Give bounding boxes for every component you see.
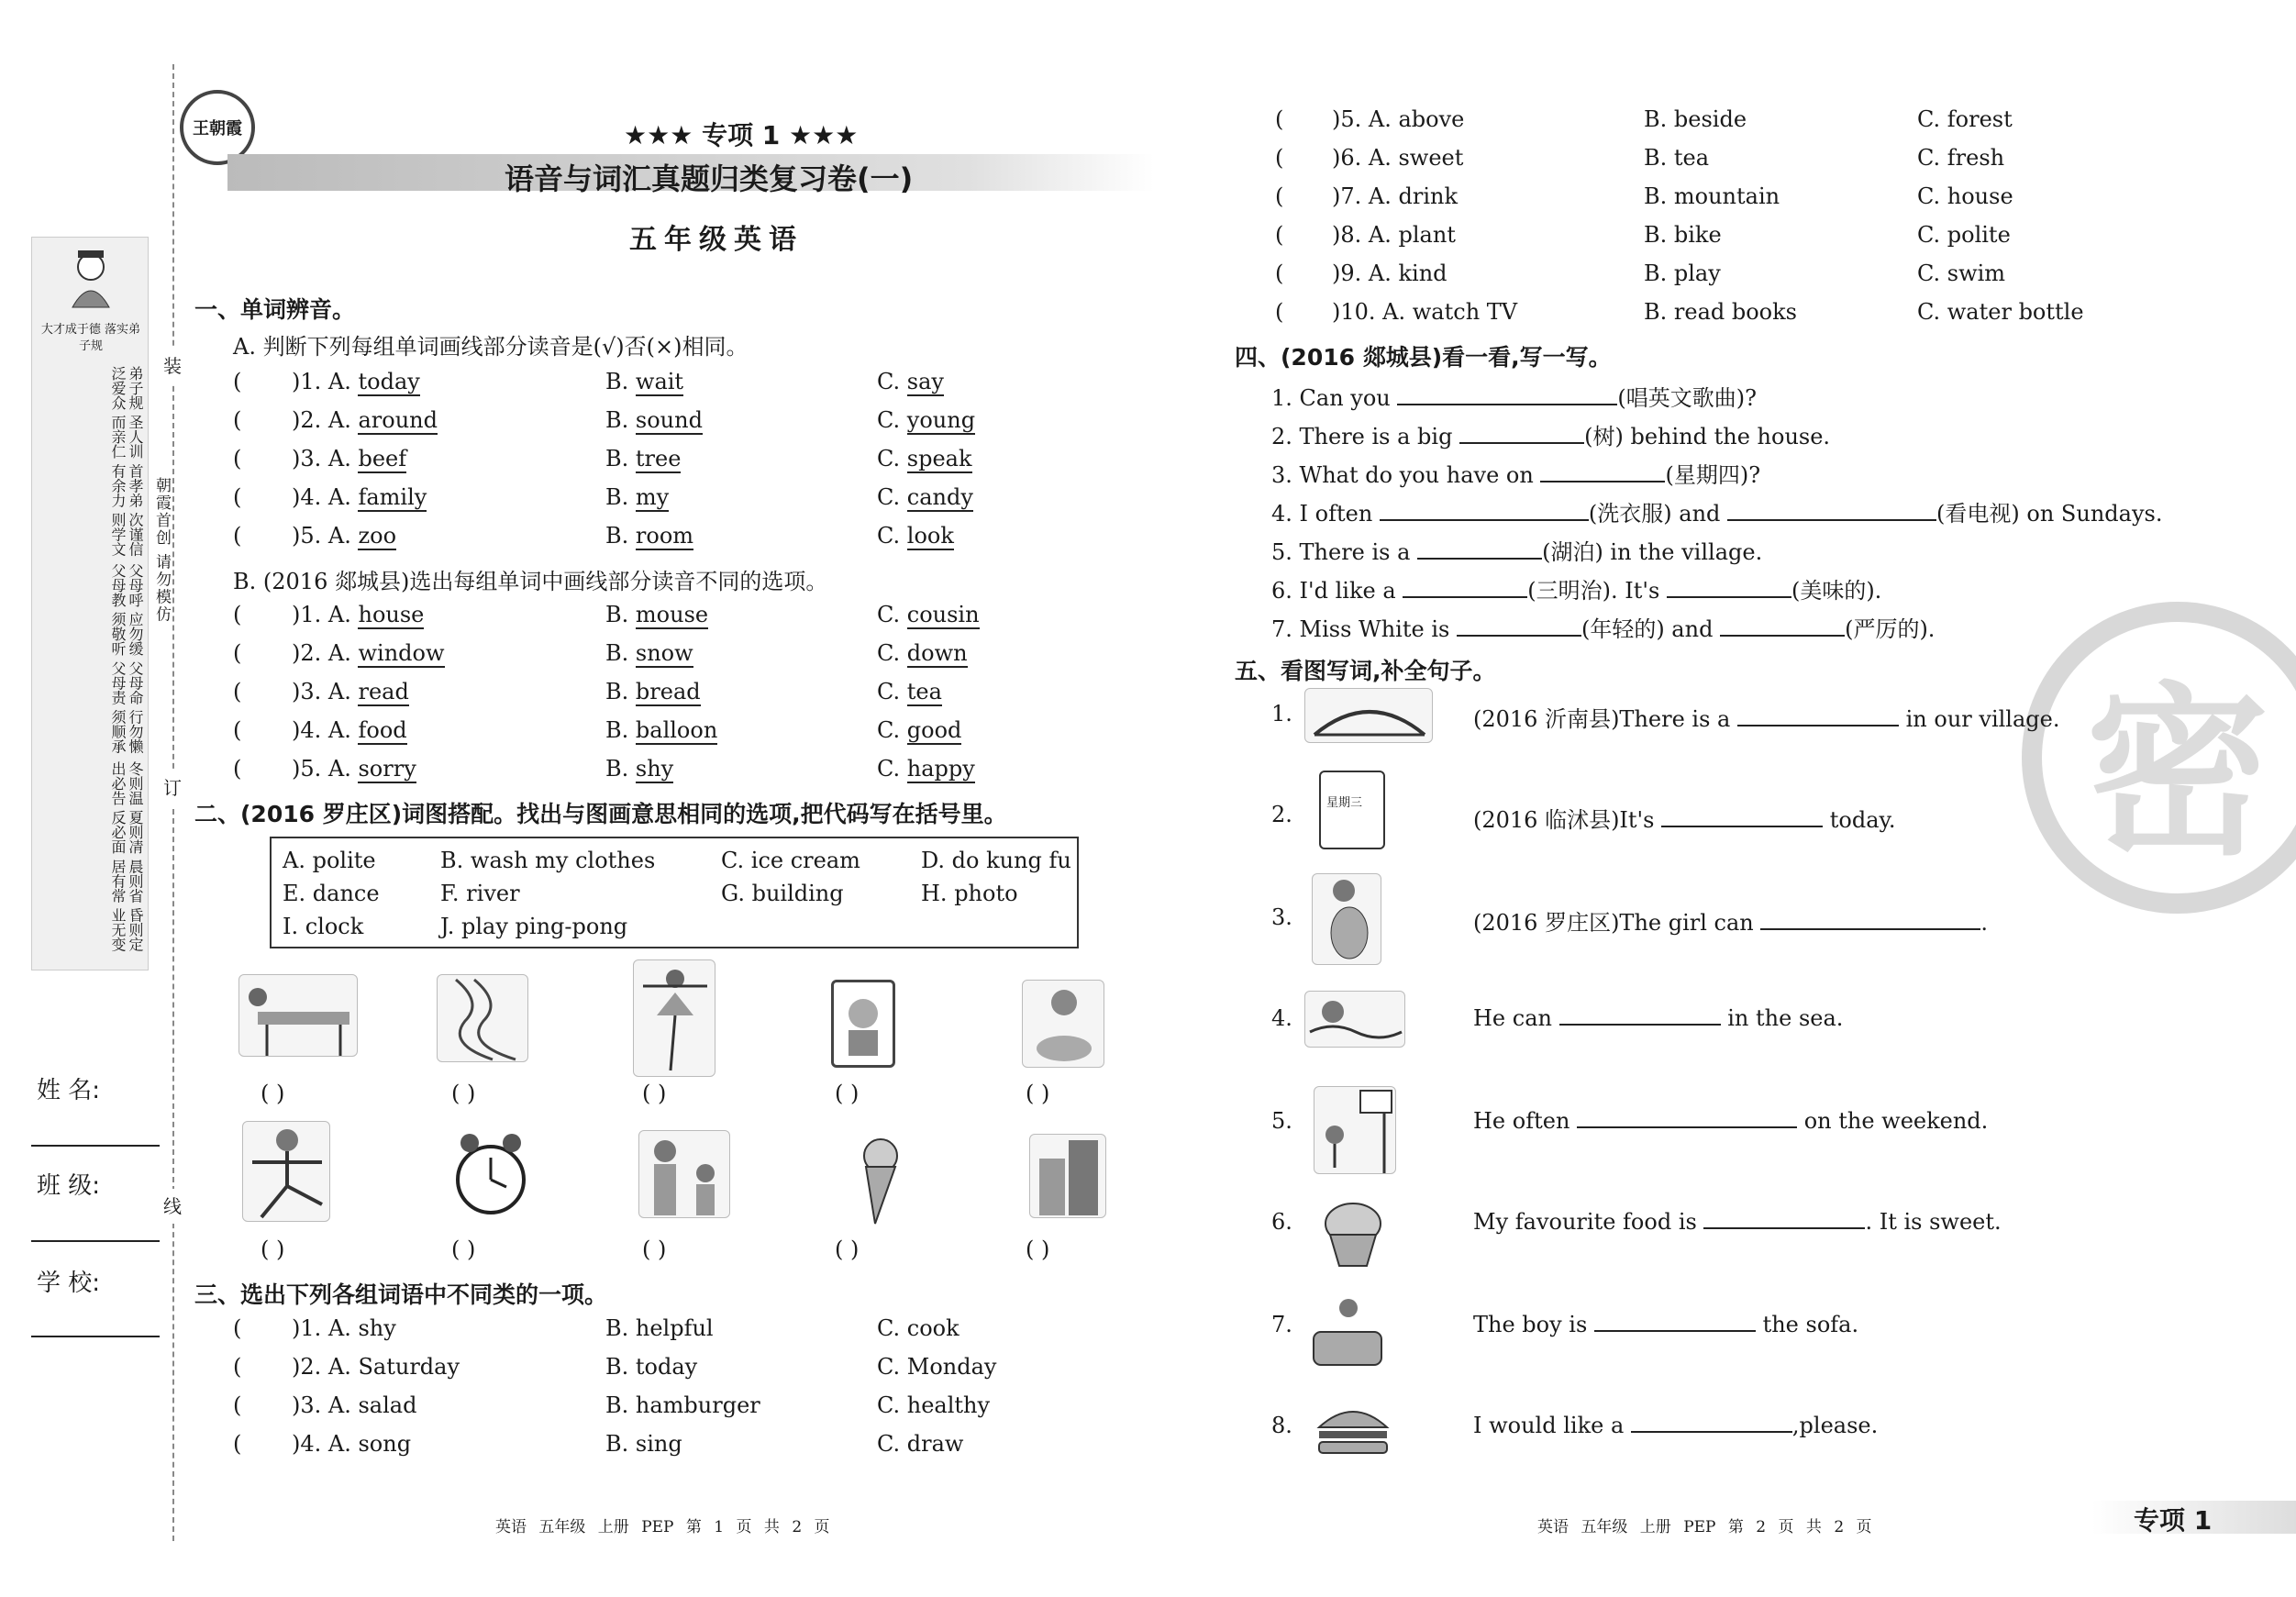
- option-e: E. dance: [283, 881, 380, 906]
- q3-2: )2. A. Saturday: [292, 1354, 460, 1380]
- brand-logo: 王朝霞: [180, 90, 255, 165]
- sidebar-motto-panel: [31, 237, 149, 970]
- q1a-3: )3. A. beef: [292, 446, 407, 471]
- footer-left: 英语 五年级 上册 PEP 第 1 页 共 2 页: [495, 1518, 830, 1536]
- q1b-1: )1. A. house: [292, 602, 425, 627]
- ice-cream-icon: [849, 1134, 904, 1225]
- q5-2: (2016 临沭县)It's today.: [1473, 807, 1896, 833]
- answer-blank[interactable]: [1760, 910, 1980, 930]
- section1a-instruction: A. 判断下列每组单词画线部分读音是(√)否(×)相同。: [233, 334, 749, 360]
- q3-1: )1. A. shy: [292, 1315, 396, 1341]
- name-label: 姓 名:: [37, 1077, 101, 1104]
- school-label: 学 校:: [37, 1270, 101, 1297]
- answer-blank[interactable]: [1594, 1312, 1756, 1332]
- answer-paren[interactable]: ( ): [835, 1237, 860, 1262]
- word-bank-box: [270, 837, 1079, 948]
- q1b-5: )5. A. sorry: [292, 756, 416, 782]
- q5-3: (2016 罗庄区)The girl can .: [1473, 910, 1989, 936]
- basketball-icon: [1314, 1086, 1396, 1174]
- motto-text: 大才成于德 落实弟子规: [40, 323, 141, 353]
- stars-title: ★★★ 专项 1 ★★★: [624, 120, 859, 150]
- answer-paren[interactable]: ( ): [642, 1237, 667, 1262]
- section1b-instruction: B. (2016 郯城县)选出每组单词中画线部分读音不同的选项。: [233, 569, 828, 594]
- answer-paren[interactable]: ( ): [451, 1237, 476, 1262]
- bridge-icon: [1304, 688, 1433, 743]
- answer-paren[interactable]: ( ): [642, 1081, 667, 1106]
- section3-title: 三、选出下列各组词语中不同类的一项。: [194, 1281, 608, 1308]
- clock-icon: [449, 1128, 532, 1220]
- school-field[interactable]: [31, 1336, 160, 1337]
- q5-1: (2016 沂南县)There is a in our village.: [1473, 706, 2060, 732]
- q1a-4: )4. A. family: [292, 484, 427, 510]
- cake-icon: [1317, 1198, 1389, 1270]
- answer-blank[interactable]: [1631, 1413, 1792, 1433]
- answer-blank[interactable]: [1667, 578, 1791, 598]
- q1a-1: )1. A. today: [292, 369, 420, 394]
- answer-blank[interactable]: [1577, 1108, 1797, 1128]
- option-j: J. play ping-pong: [440, 914, 628, 939]
- q3-10: )10. A. watch TV: [1332, 299, 1518, 325]
- answer-paren[interactable]: ( ): [1026, 1237, 1050, 1262]
- q4-4: 4. I often (洗衣服) and (看电视) on Sundays.: [1271, 501, 2163, 527]
- answer-blank[interactable]: [1727, 501, 1936, 521]
- q1b-3: )3. A. read: [292, 679, 409, 704]
- footer-tag: 专项 1: [2134, 1505, 2213, 1536]
- scholar-icon: [63, 247, 118, 311]
- calendar-icon: [1319, 771, 1385, 849]
- option-c: C. ice cream: [721, 848, 860, 873]
- dancer-icon: [633, 959, 715, 1077]
- answer-blank[interactable]: [1703, 1209, 1865, 1229]
- answer-blank[interactable]: [1540, 462, 1665, 482]
- q5-4: He can in the sea.: [1473, 1005, 1844, 1031]
- q1a-2: )2. A. around: [292, 407, 438, 433]
- ping-pong-table-icon: [238, 974, 358, 1057]
- section5-title: 五、看图写词,补全句子。: [1235, 658, 1496, 684]
- verse-col: 弟子规 圣人训 首孝弟 次谨信 泛爱众 而亲仁 有余力 则学文: [109, 366, 144, 557]
- q5-6: My favourite food is . It is sweet.: [1473, 1209, 2002, 1235]
- option-f: F. river: [440, 881, 520, 906]
- answer-paren[interactable]: ( ): [451, 1081, 476, 1106]
- option-d: D. do kung fu: [921, 848, 1071, 873]
- answer-paren[interactable]: ( ): [261, 1081, 285, 1106]
- river-icon: [437, 974, 528, 1062]
- copyright-vertical: 朝霞首创 请勿模仿: [152, 477, 171, 624]
- cut-mark-1: 装: [158, 349, 187, 383]
- answer-blank[interactable]: [1457, 616, 1581, 637]
- hamburger-icon: [1314, 1402, 1392, 1457]
- q5-7: The boy is the sofa.: [1473, 1312, 1859, 1337]
- answer-blank[interactable]: [1459, 424, 1584, 444]
- answer-blank[interactable]: [1397, 385, 1617, 405]
- kung-fu-icon: [242, 1121, 330, 1222]
- option-h: H. photo: [921, 881, 1018, 906]
- subtitle: 五年级英语: [629, 224, 804, 256]
- answer-paren[interactable]: ( ): [1026, 1081, 1050, 1106]
- calendar-label: 星期三: [1326, 796, 1363, 810]
- polite-people-icon: [638, 1130, 730, 1218]
- verse-col: 父母呼 应勿缓 父母命 行勿懒 父母教 须敬听 父母责 须顺承: [109, 563, 144, 754]
- cut-mark-3: 线: [158, 1189, 187, 1224]
- class-label: 班 级:: [37, 1172, 101, 1200]
- option-i: I. clock: [283, 914, 364, 939]
- q5-8: I would like a ,please.: [1473, 1413, 1879, 1438]
- q3-7: )7. A. drink: [1332, 183, 1458, 209]
- q3-9: )9. A. kind: [1332, 261, 1447, 286]
- q4-3: 3. What do you have on (星期四)?: [1271, 462, 1761, 488]
- girl-washing-icon: [1022, 980, 1104, 1068]
- option-b: B. wash my clothes: [440, 848, 656, 873]
- sofa-icon: [1306, 1295, 1389, 1378]
- answer-blank[interactable]: [1720, 616, 1845, 637]
- footer-right: 英语 五年级 上册 PEP 第 2 页 共 2 页: [1537, 1518, 1872, 1536]
- q3-4: )4. A. song: [292, 1431, 412, 1457]
- answer-blank[interactable]: [1417, 539, 1542, 560]
- main-title: 语音与词汇真题归类复习卷(一): [505, 161, 914, 196]
- cut-mark-2: 订: [158, 771, 187, 805]
- answer-blank[interactable]: [1403, 578, 1527, 598]
- q1b-4: )4. A. food: [292, 717, 407, 743]
- section2-title: 二、(2016 罗庄区)词图搭配。找出与图画意思相同的选项,把代码写在括号里。: [194, 801, 1007, 827]
- option-g: G. building: [721, 881, 844, 906]
- q1a-5: )5. A. zoo: [292, 523, 397, 549]
- q3-8: )8. A. plant: [1332, 222, 1456, 248]
- answer-blank[interactable]: [1380, 501, 1589, 521]
- section4-title: 四、(2016 郯城县)看一看,写一写。: [1235, 344, 1612, 371]
- q3-6: )6. A. sweet: [1332, 145, 1464, 171]
- class-field[interactable]: [31, 1240, 160, 1242]
- photo-frame-icon: [831, 980, 895, 1068]
- secret-stamp: 密: [2022, 602, 2296, 914]
- answer-paren[interactable]: ( ): [835, 1081, 860, 1106]
- q4-5: 5. There is a (湖泊) in the village.: [1271, 539, 1763, 565]
- swimmer-icon: [1304, 991, 1405, 1048]
- q4-7: 7. Miss White is (年轻的) and (严厉的).: [1271, 616, 1936, 642]
- answer-blank[interactable]: [1737, 706, 1899, 726]
- answer-blank[interactable]: [1661, 807, 1823, 827]
- q5-5: He often on the weekend.: [1473, 1108, 1989, 1134]
- q4-6: 6. I'd like a (三明治). It's (美味的).: [1271, 578, 1882, 604]
- section1-title: 一、单词辨音。: [194, 296, 356, 323]
- q1b-2: )2. A. window: [292, 640, 445, 666]
- q4-1: 1. Can you (唱英文歌曲)?: [1271, 385, 1757, 411]
- building-icon: [1029, 1134, 1106, 1218]
- q3-3: )3. A. salad: [292, 1392, 417, 1418]
- answer-paren[interactable]: ( ): [261, 1237, 285, 1262]
- answer-blank[interactable]: [1559, 1005, 1721, 1026]
- verse-col: 冬则温 夏则凊 晨则省 昏则定 出必告 反必面 居有常 业无变: [109, 760, 144, 951]
- q3-5: )5. A. above: [1332, 106, 1465, 132]
- option-a: A. polite: [283, 848, 376, 873]
- pipa-girl-icon: [1312, 873, 1381, 965]
- q4-2: 2. There is a big (树) behind the house.: [1271, 424, 1831, 449]
- name-field[interactable]: [31, 1145, 160, 1147]
